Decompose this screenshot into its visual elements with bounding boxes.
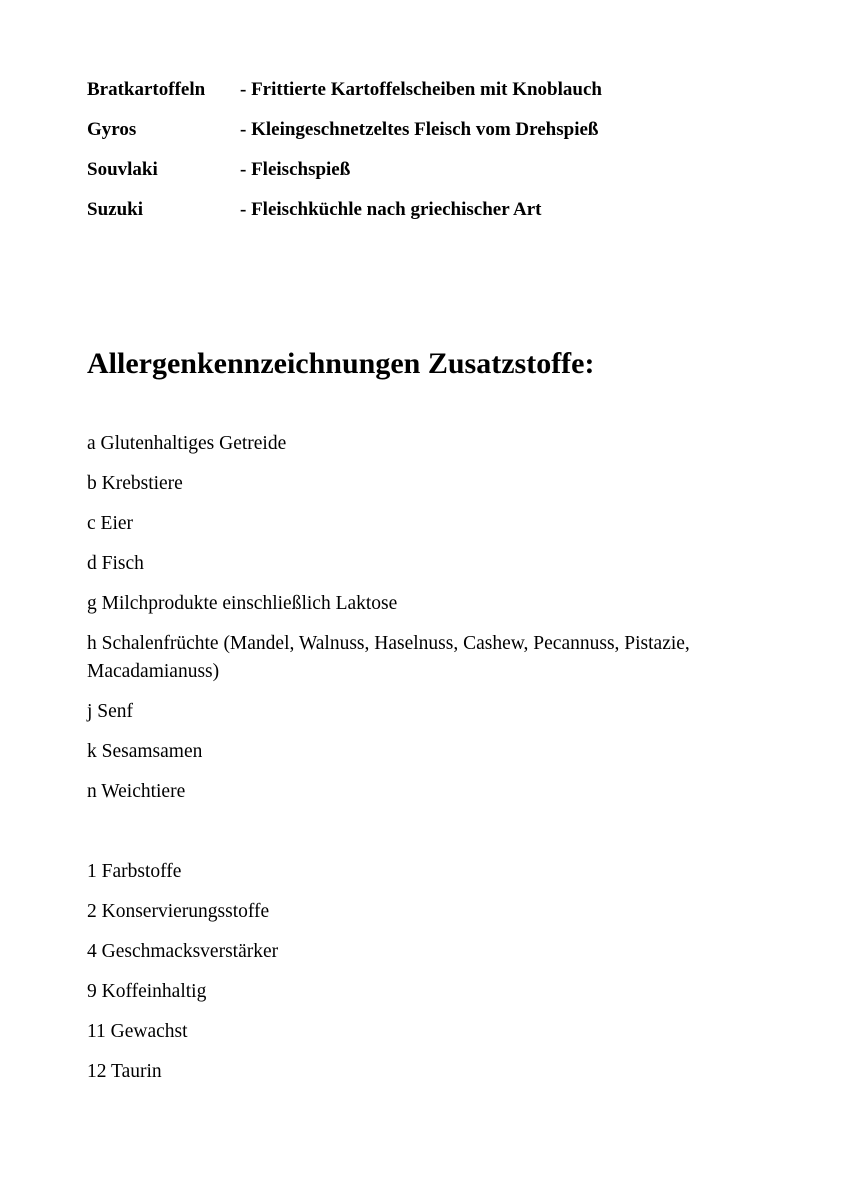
dish-glossary <box>87 78 827 238</box>
allergen-list <box>87 430 787 818</box>
additive-item: 1 Farbstoffe <box>87 861 182 882</box>
glossary-row <box>87 118 827 158</box>
glossary-term: Souvlaki <box>87 159 158 180</box>
additive-item: 2 Konservierungsstoffe <box>87 901 270 922</box>
additive-item: 11 Gewachst <box>87 1021 188 1042</box>
glossary-definition: - Fleischküchle nach griechischer Art <box>240 199 542 220</box>
allergen-item: c Eier <box>87 513 134 534</box>
allergen-item: j Senf <box>87 701 134 722</box>
allergen-item: k Sesamsamen <box>87 741 203 762</box>
glossary-term: Gyros <box>87 119 137 140</box>
additive-item: 12 Taurin <box>87 1061 162 1082</box>
glossary-term: Bratkartoffeln <box>87 79 206 100</box>
glossary-row <box>87 198 827 238</box>
allergen-item: g Milchprodukte einschließlich Laktose <box>87 593 398 614</box>
allergen-item: h Schalenfrüchte (Mandel, Walnuss, Haselnuss, Cashew, Pecannuss, Pistazie, Macadamianuss) <box>87 633 690 682</box>
allergen-section-heading: Allergenkennzeichnungen Zusatzstoffe: <box>87 347 595 380</box>
glossary-row <box>87 158 827 198</box>
allergen-item: a Glutenhaltiges Getreide <box>87 433 287 454</box>
allergen-item: b Krebstiere <box>87 473 183 494</box>
additive-list <box>87 858 787 1098</box>
additive-item: 4 Geschmacksverstärker <box>87 941 279 962</box>
glossary-definition: - Kleingeschnetzeltes Fleisch vom Drehspieß <box>240 119 599 140</box>
glossary-term: Suzuki <box>87 199 143 220</box>
allergen-item: n Weichtiere <box>87 781 186 802</box>
additive-item: 9 Koffeinhaltig <box>87 981 207 1002</box>
glossary-definition: - Fleischspieß <box>240 159 351 180</box>
allergen-item: d Fisch <box>87 553 144 574</box>
glossary-definition: - Frittierte Kartoffelscheiben mit Knoblauch <box>240 79 602 100</box>
glossary-row <box>87 78 827 118</box>
